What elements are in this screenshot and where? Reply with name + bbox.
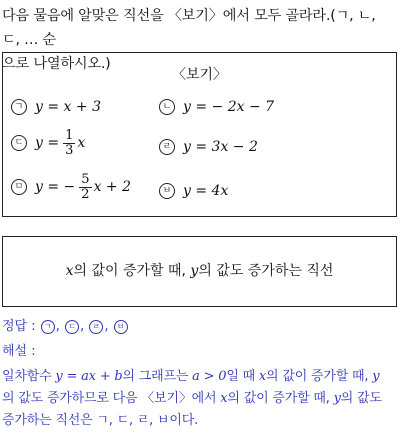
equation-5-suffix: x + 2: [93, 179, 131, 195]
item-marker-1: ㄱ: [11, 99, 27, 115]
equation-1: y = x + 3: [35, 99, 101, 115]
fraction-5-denominator: 2: [81, 186, 90, 202]
explanation-text-3: 일 때: [226, 369, 255, 384]
condition-part-2: 의 값도 증가하는 직선: [198, 263, 334, 279]
explanation-line-3: 증가하는 직선은 ㄱ, ㄷ, ㄹ, ㅂ이다.: [2, 413, 199, 428]
equation-4: y = 3x − 2: [183, 139, 258, 155]
explanation-y-1: y: [372, 369, 380, 384]
example-item-4: [159, 133, 258, 161]
example-item-5: [11, 173, 131, 201]
example-item-3: [11, 129, 85, 157]
explanation-text-5: 의 값도 증가하므로 다음 〈보기〉에서: [2, 391, 217, 406]
explanation-text-4: 의 값이 증가할 때,: [266, 369, 369, 384]
example-item-6: [159, 177, 228, 205]
question-line-1: 다음 물음에 알맞은 직선을 〈보기〉에서 모두 골라라.(ㄱ, ㄴ, ㄷ, … 순: [2, 8, 376, 48]
example-item-2: [159, 93, 274, 121]
explanation-line-2: [2, 388, 396, 410]
fraction-5: [79, 173, 91, 202]
item-marker-5: ㅁ: [11, 179, 27, 195]
item-marker-4: ㄹ: [159, 139, 175, 155]
condition-box: [2, 236, 397, 307]
explanation-line-1: [2, 366, 396, 388]
fraction-5-numerator: 5: [81, 171, 90, 187]
equation-3-suffix: x: [77, 135, 86, 151]
explanation-x-1: x: [258, 369, 267, 384]
answer-line: [2, 316, 392, 338]
answer-item-1: ㄱ: [41, 320, 55, 334]
condition-y: y: [190, 263, 199, 279]
explanation-text: [2, 366, 396, 432]
item-marker-3: ㄷ: [11, 135, 27, 151]
answer-item-2: ㄷ: [65, 320, 79, 334]
explanation-text-6: 의 값이 증가할 때,: [227, 391, 330, 406]
equation-2: y = − 2x − 7: [183, 99, 275, 115]
answer-separator-2: ,: [80, 319, 85, 334]
explanation-formula: y = ax + b: [55, 369, 123, 384]
condition-part-1: 의 값이 증가할 때,: [73, 263, 186, 279]
fraction-3: [63, 129, 75, 158]
example-item-1: [11, 93, 101, 121]
explanation-x-2: x: [220, 391, 228, 406]
explanation-condition-formula: a > 0: [192, 369, 227, 384]
answer-separator-1: ,: [55, 319, 60, 334]
question-line-2: 으로 나열하시오.): [2, 56, 111, 72]
explanation-label: 해설 :: [2, 344, 36, 359]
answer-separator-3: ,: [104, 319, 109, 334]
example-title: 〈보기〉: [171, 67, 228, 83]
fraction-3-denominator: 3: [65, 142, 74, 158]
equation-6: y = 4x: [183, 183, 229, 199]
answer-item-4: ㅂ: [114, 320, 128, 334]
item-marker-6: ㅂ: [159, 183, 175, 199]
answer-label: 정답 :: [2, 319, 36, 334]
example-box: [2, 52, 397, 217]
explanation-text-7: 의 값도: [340, 391, 382, 406]
equation-5-prefix: y = −: [35, 179, 76, 195]
item-marker-2: ㄴ: [159, 99, 175, 115]
fraction-3-numerator: 1: [65, 127, 74, 143]
answer-item-3: ㄹ: [89, 320, 103, 334]
condition-text: [3, 259, 396, 283]
condition-x: x: [65, 263, 74, 279]
equation-3-prefix: y =: [35, 135, 60, 151]
explanation-y-2: y: [333, 391, 341, 406]
explanation-text-2: 의 그래프는: [122, 369, 189, 384]
explanation-text-1: 일차함수: [2, 369, 52, 384]
